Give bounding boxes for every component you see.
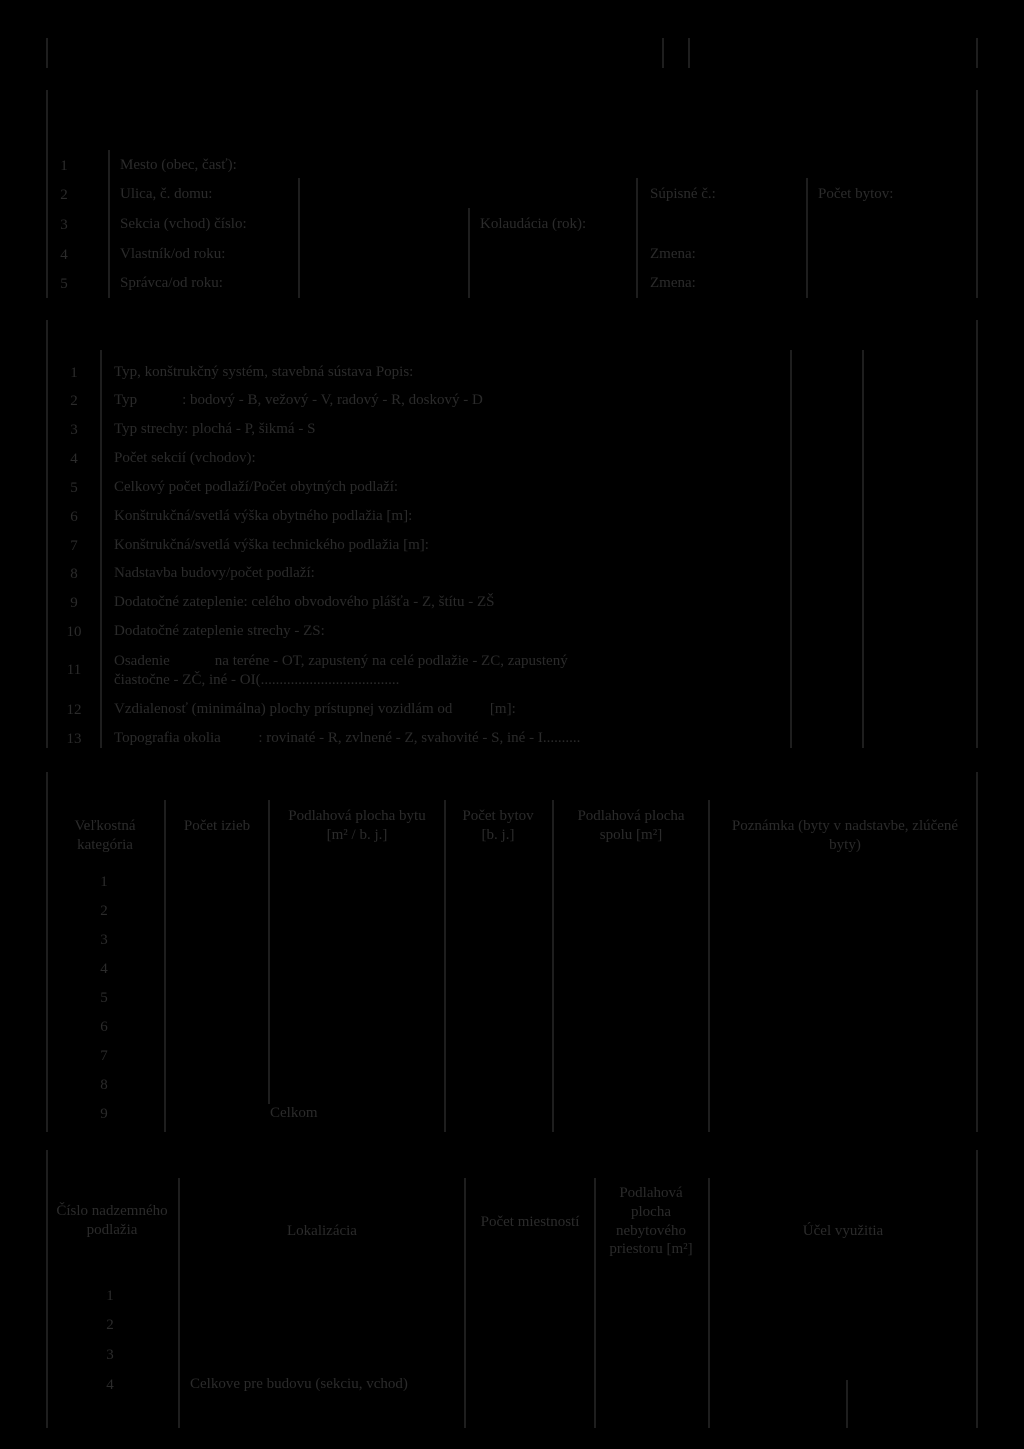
- table-border: [46, 320, 48, 748]
- row-number: 5: [70, 480, 78, 496]
- structure-row-label: Konštrukčná/svetlá výška technického podlažia [m]:: [114, 537, 429, 553]
- column-divider: [444, 800, 446, 1132]
- category-number: 6: [100, 1019, 108, 1035]
- row-number: 11: [66, 662, 82, 678]
- category-number: 2: [100, 903, 108, 919]
- structure-row-label-continued: čiastočne - ZČ, iné - OI(.....................................: [114, 672, 400, 688]
- row-number: 13: [66, 731, 82, 747]
- register-number-label: Súpisné č.:: [650, 186, 716, 202]
- header-divider: [46, 38, 48, 68]
- structure-row-label: Typ, konštrukčný systém, stavebná sústava Popis:: [114, 364, 414, 380]
- structure-row-label: Nadstavba budovy/počet podlaží:: [114, 565, 315, 581]
- owner-change-label: Zmena:: [650, 246, 696, 262]
- structure-row-label: Dodatočné zateplenie: celého obvodového plášťa - Z, štítu - ZŠ: [114, 594, 495, 610]
- street-label: Ulica, č. domu:: [120, 186, 213, 202]
- row-number: 3: [70, 422, 78, 438]
- header-purpose: Účel využitia: [802, 1223, 884, 1239]
- table-border: [46, 772, 48, 1132]
- row-number: 12: [66, 702, 82, 718]
- column-divider: [100, 350, 102, 748]
- column-divider: [636, 178, 638, 298]
- header-apartment-count: Počet bytov [b. j.]: [462, 808, 534, 843]
- row-number: 2: [60, 187, 68, 203]
- column-divider: [708, 1178, 710, 1428]
- structure-row-label: Typ strechy: plochá - P, šikmá - S: [114, 421, 316, 437]
- row-number: 4: [70, 451, 78, 467]
- column-divider: [298, 178, 300, 298]
- row-number: 5: [60, 276, 68, 292]
- header-divider: [662, 38, 664, 68]
- total-label: Celkom: [270, 1105, 318, 1121]
- row-number: 7: [70, 538, 78, 554]
- floor-number: 4: [106, 1377, 114, 1393]
- column-divider: [552, 800, 554, 1132]
- column-divider: [846, 1380, 848, 1428]
- category-number: 3: [100, 932, 108, 948]
- row-number: 10: [66, 624, 82, 640]
- city-label: Mesto (obec, časť):: [120, 157, 237, 173]
- floor-number: 2: [106, 1317, 114, 1333]
- header-divider: [688, 38, 690, 68]
- floor-number: 1: [106, 1288, 114, 1304]
- column-divider: [862, 350, 864, 748]
- table-border: [46, 1150, 48, 1428]
- structure-row-label: Topografia okolia : rovinaté - R, zvlnené - Z, svahovité - S, iné - I..........: [114, 730, 581, 746]
- row-number: 3: [60, 217, 68, 233]
- category-number: 1: [100, 874, 108, 890]
- column-divider: [468, 208, 470, 298]
- column-divider: [806, 178, 808, 298]
- structure-row-label: Osadenie na teréne - OT, zapustený na celé podlažie - ZC, zapustený: [114, 653, 568, 669]
- column-divider: [164, 800, 166, 1132]
- row-number: 2: [70, 393, 78, 409]
- header-room-count: Počet miestností: [480, 1214, 580, 1230]
- row-number: 4: [60, 247, 68, 263]
- row-number: 1: [60, 158, 68, 174]
- table-border: [976, 1150, 978, 1428]
- column-divider: [464, 1178, 466, 1428]
- structure-row-label: Dodatočné zateplenie strechy - ZS:: [114, 623, 325, 639]
- approval-year-label: Kolaudácia (rok):: [480, 216, 587, 232]
- header-size-category: Veľkostná kategória: [74, 818, 136, 853]
- column-divider: [594, 1178, 596, 1428]
- structure-row-label: Počet sekcií (vchodov):: [114, 450, 256, 466]
- owner-label: Vlastník/od roku:: [120, 246, 226, 262]
- category-number: 8: [100, 1077, 108, 1093]
- header-location: Lokalizácia: [287, 1223, 357, 1239]
- floor-number: 3: [106, 1347, 114, 1363]
- manager-change-label: Zmena:: [650, 275, 696, 291]
- column-divider: [790, 350, 792, 748]
- table-border: [976, 772, 978, 1132]
- row-number: 1: [70, 365, 78, 381]
- header-room-count: Počet izieb: [183, 818, 251, 834]
- structure-row-label: Celkový počet podlaží/Počet obytných podlaží:: [114, 479, 399, 495]
- structure-row-label: Typ : bodový - B, vežový - V, radový - R, doskový - D: [114, 392, 483, 408]
- category-number: 5: [100, 990, 108, 1006]
- building-total-label: Celkove pre budovu (sekciu, vchod): [190, 1376, 408, 1392]
- table-border: [976, 90, 978, 298]
- category-number: 4: [100, 961, 108, 977]
- column-divider: [108, 150, 110, 298]
- row-number: 6: [70, 509, 78, 525]
- header-note: Poznámka (byty v nadstavbe, zlúčené byty): [731, 818, 959, 853]
- column-divider: [268, 800, 270, 1104]
- header-apartment-area: Podlahová plocha bytu [m² / b. j.]: [288, 808, 426, 843]
- column-divider: [708, 800, 710, 1132]
- table-border: [46, 90, 48, 298]
- manager-label: Správca/od roku:: [120, 275, 223, 291]
- structure-row-label: Konštrukčná/svetlá výška obytného podlažia [m]:: [114, 508, 413, 524]
- row-number: 9: [70, 595, 78, 611]
- apartment-count-label: Počet bytov:: [818, 186, 894, 202]
- row-number: 8: [70, 566, 78, 582]
- category-number: 9: [100, 1106, 108, 1122]
- column-divider: [178, 1178, 180, 1428]
- structure-row-label: Vzdialenosť (minimálna) plochy prístupnej vozidlám od [m]:: [114, 701, 516, 717]
- section-number-label: Sekcia (vchod) číslo:: [120, 216, 247, 232]
- table-border: [976, 320, 978, 748]
- header-floor-number: Číslo nadzemného podlažia: [56, 1203, 168, 1238]
- category-number: 7: [100, 1048, 108, 1064]
- header-non-residential-area: Podlahová plocha nebytového priestoru [m²]: [609, 1185, 693, 1258]
- header-divider: [976, 38, 978, 68]
- header-total-area: Podlahová plocha spolu [m²]: [577, 808, 685, 843]
